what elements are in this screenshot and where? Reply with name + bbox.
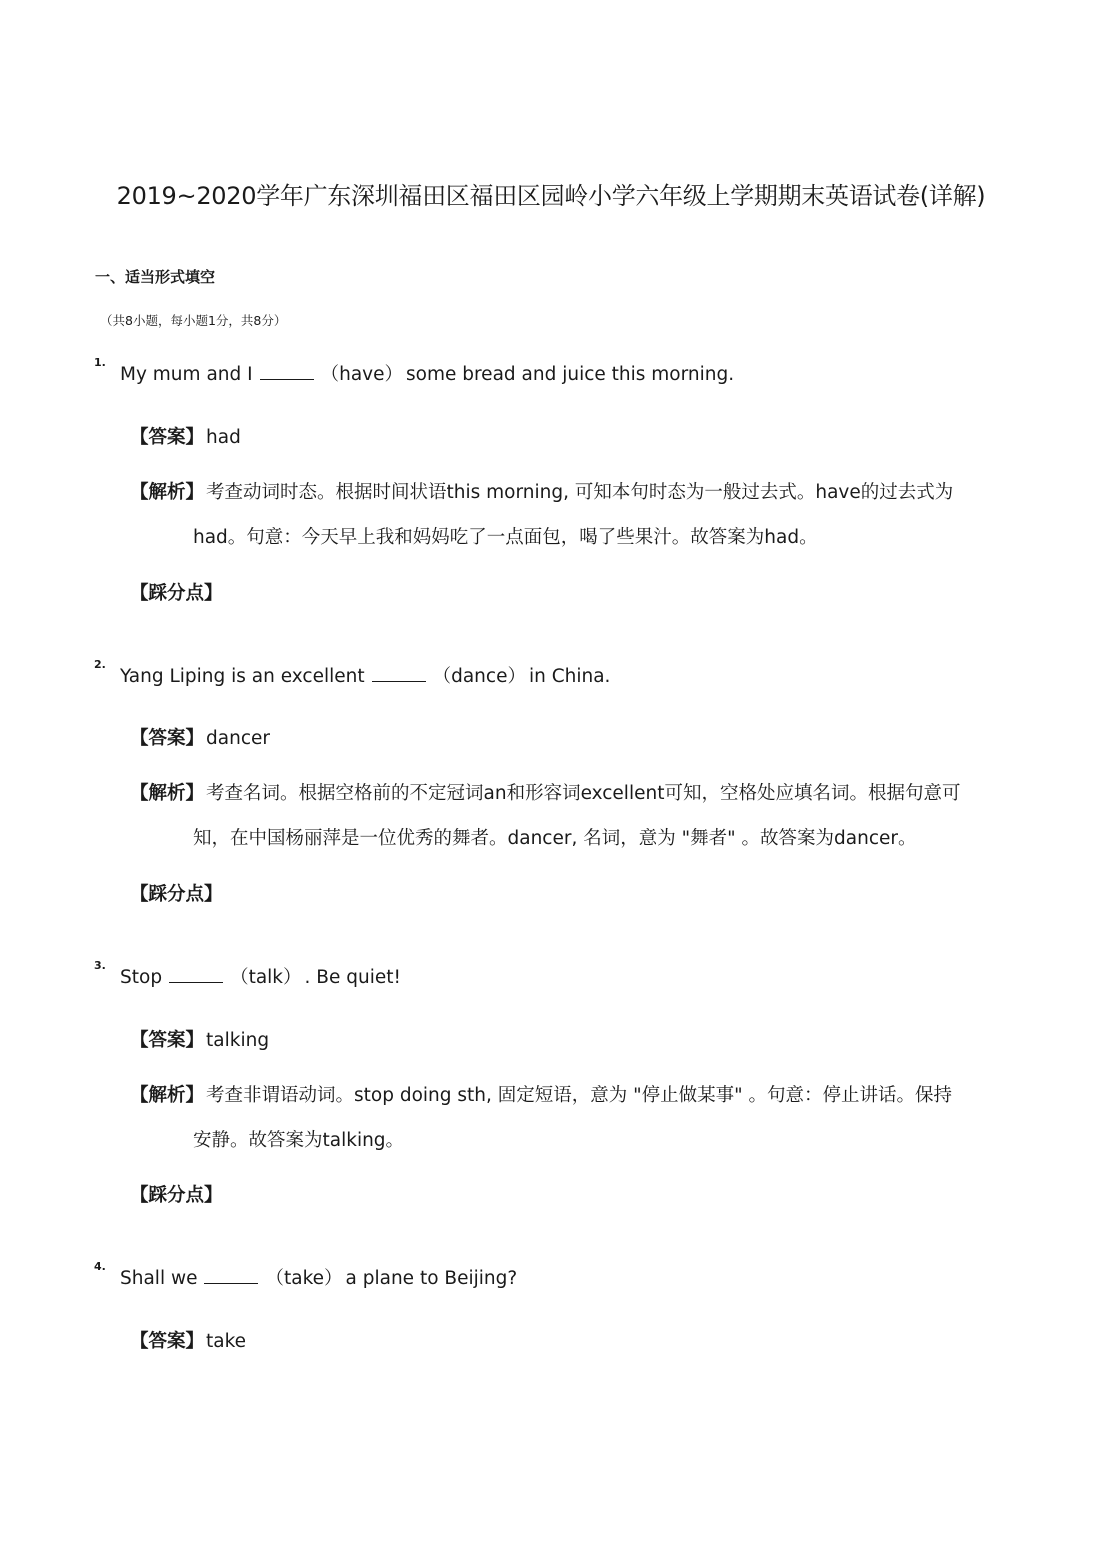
- question-text: [120, 360, 734, 386]
- answer-label: 【答案】: [130, 1331, 205, 1352]
- points-row: [130, 579, 223, 605]
- question-text-before: My mum and I: [120, 364, 253, 385]
- question-number: 1.: [94, 356, 106, 369]
- answer-value: dancer: [206, 728, 270, 749]
- analysis-label: 【解析】: [130, 482, 205, 503]
- answer-label: 【答案】: [130, 1030, 205, 1051]
- answer-label: 【答案】: [130, 427, 205, 448]
- answer-row: [130, 724, 270, 750]
- question-text-after: . Be quiet!: [304, 967, 401, 988]
- analysis-row: [130, 779, 960, 805]
- question-text-after: in China.: [528, 666, 611, 687]
- points-row: [130, 880, 223, 906]
- question-number: 2.: [94, 658, 106, 671]
- answer-value: had: [206, 427, 241, 448]
- question-hint: （take）: [265, 1268, 343, 1289]
- points-label: 【踩分点】: [130, 1185, 223, 1206]
- question-number: 4.: [94, 1260, 106, 1273]
- question-text-before: Stop: [120, 967, 163, 988]
- question-text-after: some bread and juice this morning.: [406, 364, 735, 385]
- answer-blank: [260, 365, 314, 380]
- answer-row: [130, 423, 241, 449]
- points-label: 【踩分点】: [130, 884, 223, 905]
- answer-row: [130, 1327, 246, 1353]
- question-hint: （have）: [320, 364, 403, 385]
- answer-blank: [169, 968, 223, 983]
- analysis-label: 【解析】: [130, 1085, 205, 1106]
- points-label: 【踩分点】: [130, 583, 223, 604]
- section-title: 一、适当形式填空: [95, 268, 216, 286]
- points-row: [130, 1181, 223, 1207]
- analysis-text-continued: had。句意：今天早上我和妈妈吃了一点面包，喝了些果汁。故答案为had。: [193, 527, 818, 548]
- question-text: [120, 662, 610, 688]
- question-text: [120, 1264, 517, 1290]
- analysis-row: [130, 1081, 952, 1107]
- answer-row: [130, 1026, 269, 1052]
- section-subtitle: （共8小题，每小题1分，共8分）: [100, 313, 287, 328]
- page-title: 2019~2020学年广东深圳福田区福田区园岭小学六年级上学期期末英语试卷(详解): [116, 182, 986, 210]
- analysis-row: [130, 478, 953, 504]
- question-text-after: a plane to Beijing?: [345, 1268, 518, 1289]
- analysis-text: 考查名词。根据空格前的不定冠词an和形容词excellent可知，空格处应填名词。根据句意可: [206, 783, 961, 804]
- analysis-text: 考查非谓语动词。stop doing sth, 固定短语，意为 "停止做某事" 。句意：停止讲话。保持: [206, 1085, 953, 1106]
- answer-value: talking: [206, 1030, 270, 1051]
- question-hint: （dance）: [432, 666, 526, 687]
- analysis-text: 考查动词时态。根据时间状语this morning, 可知本句时态为一般过去式。have的过去式为: [206, 482, 954, 503]
- analysis-text-continued: 知，在中国杨丽萍是一位优秀的舞者。dancer, 名词，意为 "舞者" 。故答案为dancer。: [193, 828, 917, 849]
- analysis-label: 【解析】: [130, 783, 205, 804]
- question-text-before: Shall we: [120, 1268, 198, 1289]
- analysis-text-continued: 安静。故答案为talking。: [193, 1130, 405, 1151]
- question-number: 3.: [94, 959, 106, 972]
- question-text: [120, 963, 401, 989]
- question-hint: （talk）: [230, 967, 302, 988]
- question-text-before: Yang Liping is an excellent: [120, 666, 365, 687]
- answer-value: take: [206, 1331, 247, 1352]
- answer-label: 【答案】: [130, 728, 205, 749]
- answer-blank: [204, 1269, 258, 1284]
- answer-blank: [372, 667, 426, 682]
